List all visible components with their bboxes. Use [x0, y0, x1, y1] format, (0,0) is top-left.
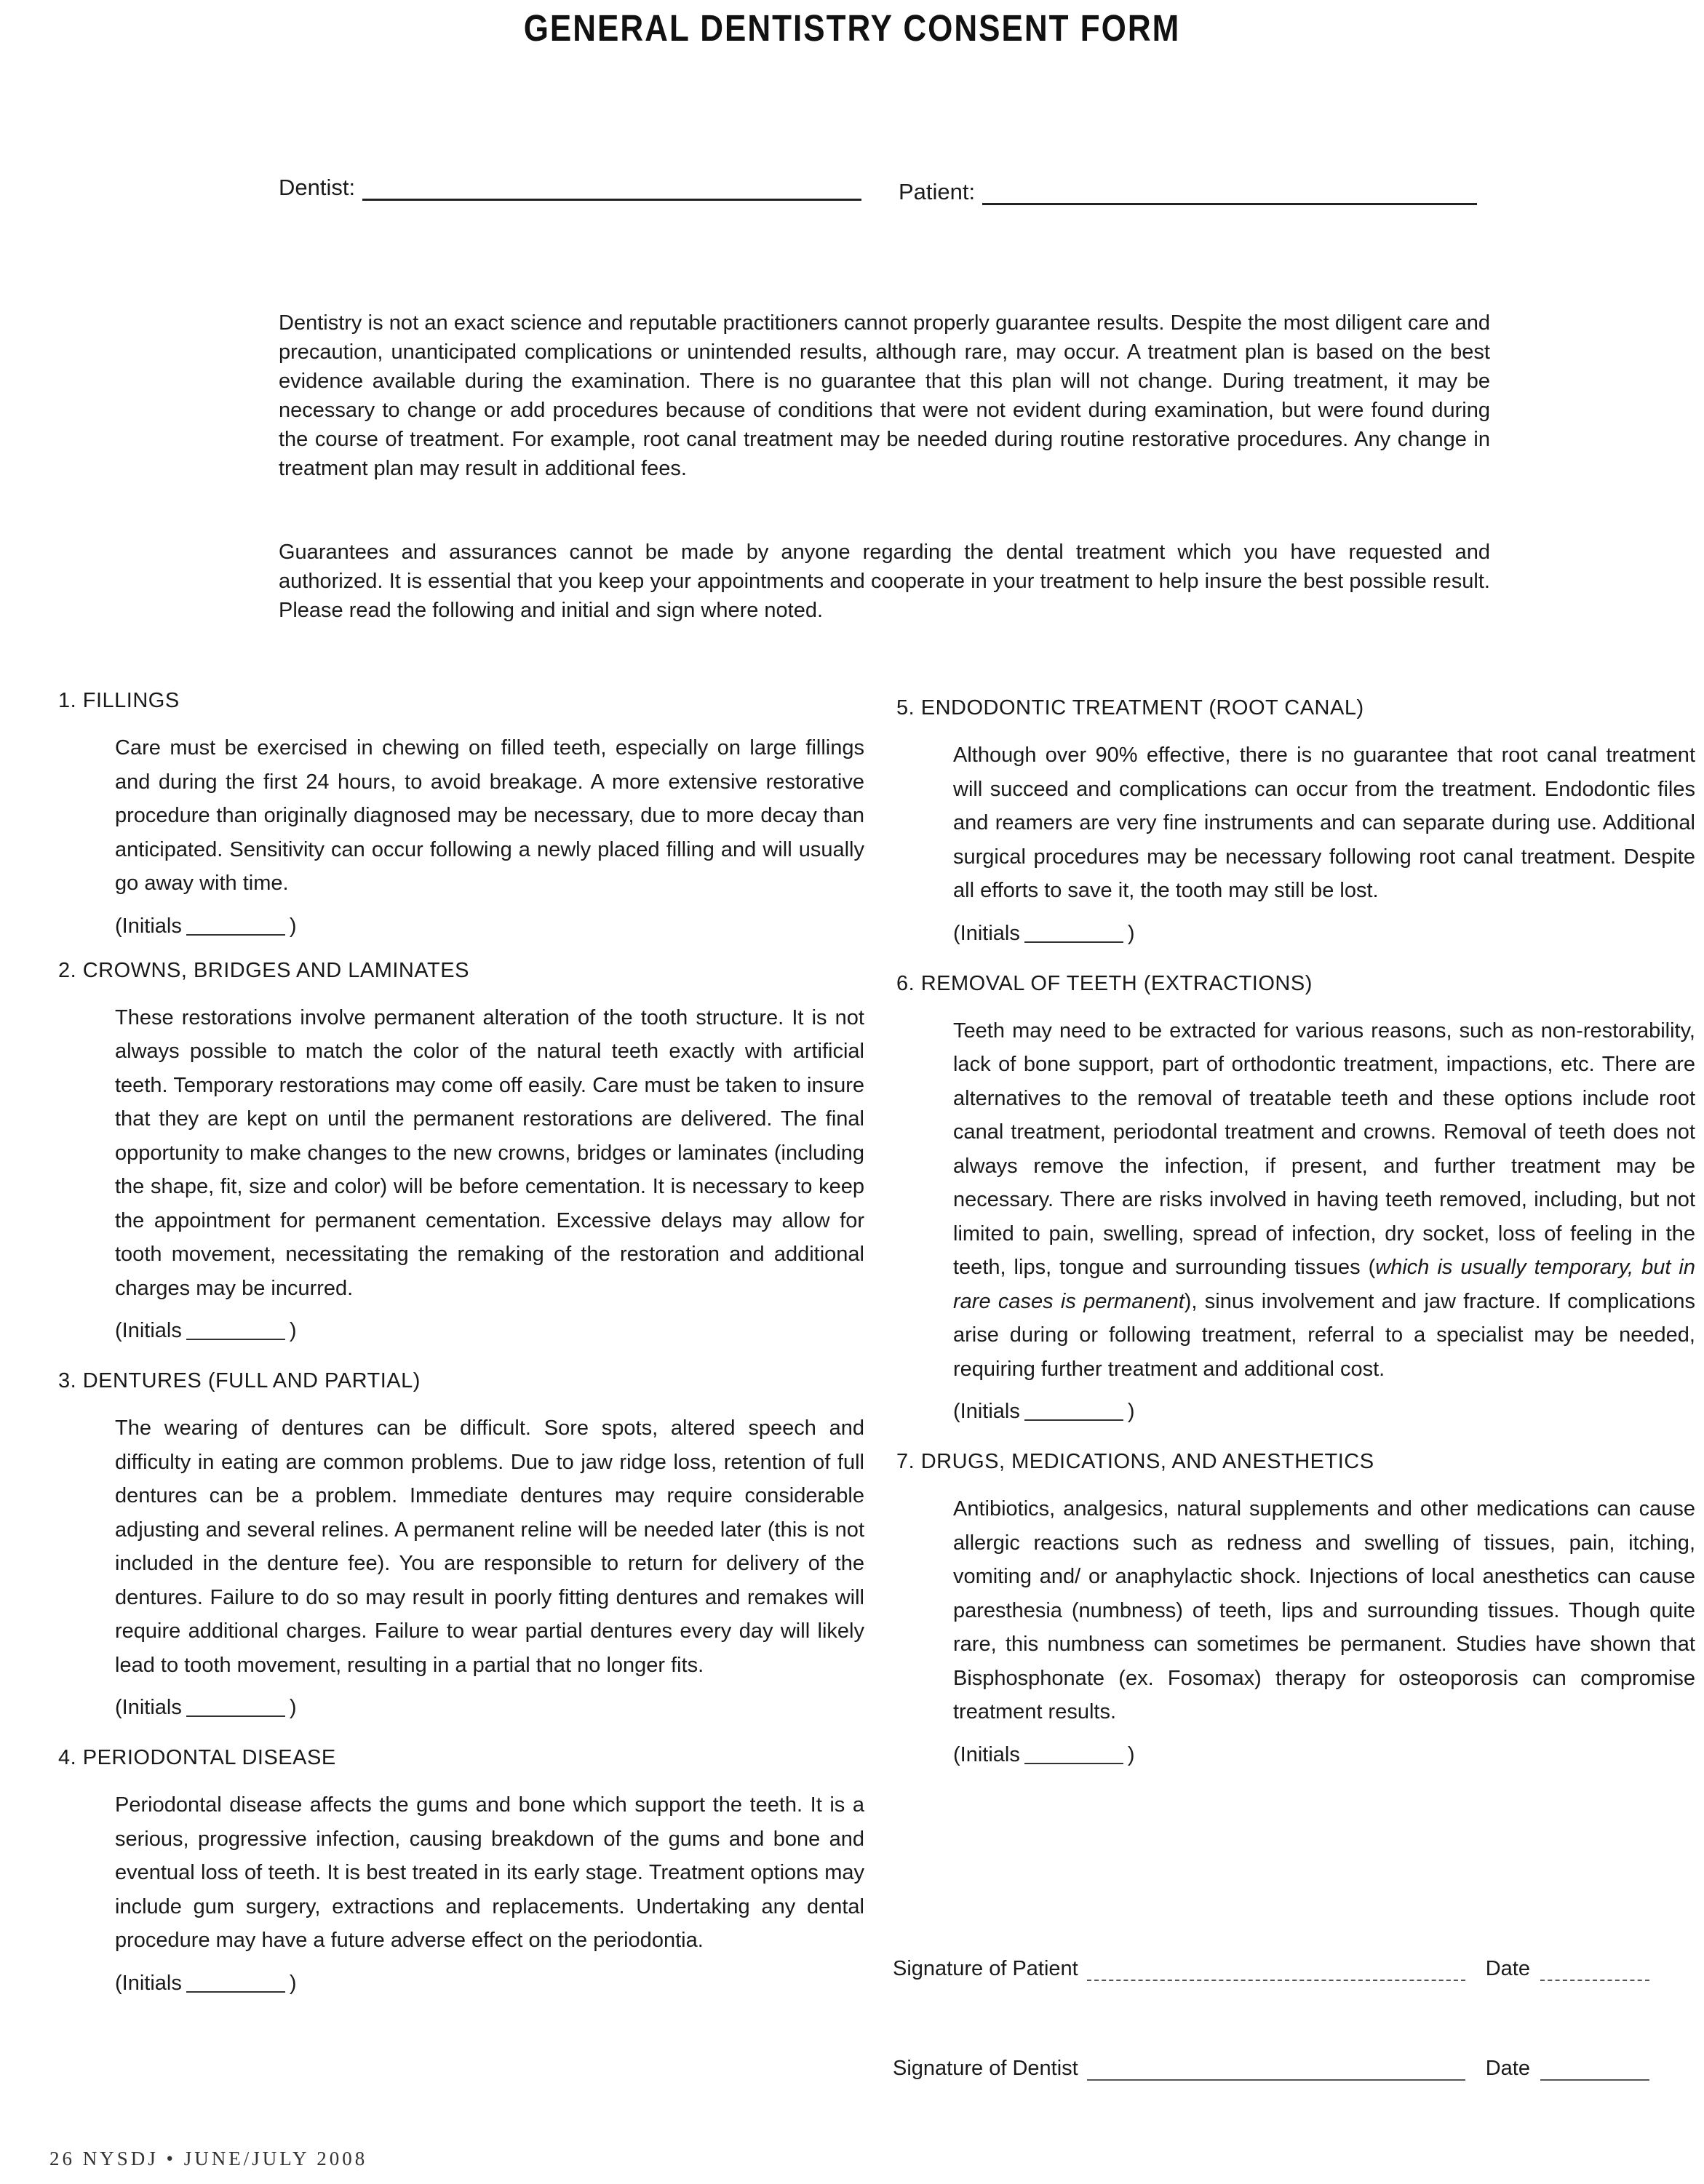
initials-input[interactable] — [1024, 924, 1123, 943]
dentist-signature-row — [893, 2057, 1700, 2081]
dentist-signature-input[interactable] — [1087, 2065, 1465, 2081]
section-drugs-medications-anesthetics — [896, 1448, 1704, 1773]
initials-input[interactable] — [186, 1698, 285, 1717]
initials-field — [115, 1312, 873, 1349]
section-heading: 2. CROWNS, BRIDGES AND LAMINATES — [58, 958, 469, 982]
initials-close: ) — [289, 1319, 297, 1342]
initials-input[interactable] — [186, 1321, 285, 1340]
section-heading: 3. DENTURES (FULL AND PARTIAL) — [58, 1369, 421, 1392]
initials-field — [115, 1965, 873, 2001]
section-heading: 1. FILLINGS — [58, 689, 180, 712]
initials-field — [953, 1393, 1704, 1430]
initials-input[interactable] — [1024, 1745, 1123, 1764]
initials-close: ) — [289, 914, 297, 938]
section-fillings — [58, 688, 873, 957]
initials-input[interactable] — [1024, 1402, 1123, 1421]
initials-label: (Initials — [953, 1742, 1020, 1766]
initials-close: ) — [1127, 1400, 1135, 1423]
dentist-field — [279, 175, 861, 201]
form-title: GENERAL DENTISTRY CONSENT FORM — [523, 8, 1181, 50]
initials-field — [953, 1737, 1704, 1773]
initials-input[interactable] — [186, 917, 285, 936]
dentist-name-input[interactable] — [362, 178, 861, 201]
section-heading: 6. REMOVAL OF TEETH (EXTRACTIONS) — [896, 971, 1313, 995]
section-body: Antibiotics, analgesics, natural supplements and other medications can cause allergic reactions such as redness and swelling of tissues, pain, itching, vomiting and/ or anaphylactic shock. Injections of local anesthetics can cause paresthesia (numbness) of teeth, lips and surrounding tissues. Though quite rare, this numbness can sometimes be permanent. Studies have shown that Bisphosphonate (ex. Fosomax) therapy for osteoporosis can compromise treatment results. — [953, 1497, 1695, 1723]
section-body — [953, 1014, 1695, 1387]
right-column — [896, 695, 1704, 1773]
body-text: ), sinus involvement and jaw fracture. If complications arise during or following treatment, referral to a specialist may be needed, requiring further treatment and additional cost. — [953, 1289, 1695, 1381]
dentist-signature-label: Signature of Dentist — [893, 2057, 1078, 2080]
page-footer: 26 NYSDJ • JUNE/JULY 2008 — [49, 2148, 368, 2169]
section-endodontic-treatment — [896, 695, 1704, 971]
section-body: The wearing of dentures can be difficult. Sore spots, altered speech and difficulty in eating are common problems. Due to jaw ridge loss, retention of full dentures can be a problem. Immediate dentures may require considerable adjusting and several relines. A permanent reline will be needed later (this is not included in the denture fee). You are responsible to return for delivery of the dentures. Failure to do so may result in poorly fitting dentures and remakes will require additional charges. Failure to wear partial dentures every day will likely lead to tooth movement, resulting in a partial that no longer fits. — [115, 1416, 864, 1677]
section-periodontal-disease — [58, 1745, 873, 2001]
party-fields — [279, 175, 1501, 211]
section-heading: 7. DRUGS, MEDICATIONS, AND ANESTHETICS — [896, 1450, 1374, 1473]
left-column — [58, 688, 873, 2001]
initials-close: ) — [1127, 1742, 1135, 1766]
initials-field — [115, 1689, 873, 1726]
intro-paragraph: Guarantees and assurances cannot be made by anyone regarding the dental treatment which you have requested and authorized. It is essential that you keep your appointments and cooperate in your treatment to help insure the best possible result. Please read the following and initial and sign where noted. — [279, 541, 1490, 622]
dentist-label: Dentist: — [279, 175, 356, 200]
initials-label: (Initials — [953, 1400, 1020, 1423]
patient-signature-label: Signature of Patient — [893, 1957, 1078, 1980]
intro-paragraph: Dentistry is not an exact science and reputable practitioners cannot properly guarantee results. Despite the most diligent care and precaution, unanticipated complications or unintended results, although rare, may occur. A treatment plan is based on the best evidence available during the examination. There is no guarantee that this plan will not change. During treatment, it may be necessary to change or add procedures because of conditions that were not evident during examination, but were found during the course of treatment. For example, root canal treatment may be needed during routine restorative procedures. Any change in treatment plan may result in additional fees. — [279, 311, 1490, 480]
date-label: Date — [1485, 2057, 1530, 2080]
section-body: Periodontal disease affects the gums and bone which support the teeth. It is a serious, progressive infection, causing breakdown of the gums and bone and eventual loss of teeth. It is best treated in its early stage. Treatment options may include gum surgery, extractions and replacements. Undertaking any dental procedure may have a future adverse effect on the periodontia. — [115, 1793, 864, 1952]
initials-label: (Initials — [115, 1319, 182, 1342]
section-crowns-bridges-laminates — [58, 957, 873, 1368]
initials-close: ) — [289, 1696, 297, 1719]
initials-field — [953, 915, 1704, 952]
section-body: Care must be exercised in chewing on filled teeth, especially on large fillings and during the first 24 hours, to avoid breakage. A more extensive restorative procedure than originally diagnosed may be necessary, due to more decay than anticipated. Sensitivity can occur following a newly placed filling and will usually go away with time. — [115, 736, 864, 895]
section-body: Although over 90% effective, there is no guarantee that root canal treatment will succeed and complications can occur from the treatment. Endodontic files and reamers are very fine instruments and can separate during use. Additional surgical procedures may be necessary following root canal treatment. Despite all efforts to save it, the tooth may still be lost. — [953, 744, 1695, 902]
initials-label: (Initials — [953, 921, 1020, 945]
patient-field — [899, 179, 1477, 205]
patient-signature-row — [893, 1957, 1700, 1981]
initials-close: ) — [1127, 921, 1135, 945]
section-removal-of-teeth — [896, 971, 1704, 1449]
section-heading: 4. PERIODONTAL DISEASE — [58, 1746, 336, 1769]
section-heading: 5. ENDODONTIC TREATMENT (ROOT CANAL) — [896, 696, 1364, 720]
body-text-italic: which is usually temporary, but in rare cases is permanent — [953, 1256, 1695, 1313]
patient-name-input[interactable] — [982, 183, 1477, 205]
body-text: Teeth may need to be extracted for various reasons, such as non-restorability, lack of bone support, part of orthodontic treatment, impactions, etc. There are alternatives to the removal of treatable teeth and these options include root canal treatment, periodontal treatment and crowns. Removal of teeth does not always remove the infection, if present, and further treatment may be necessary. There are risks involved in having teeth removed, including, but not limited to pain, swelling, spread of infection, dry socket, loss of feeling in the teeth, lips, tongue and surrounding tissues ( — [953, 1019, 1695, 1279]
patient-label: Patient: — [899, 179, 976, 204]
patient-date-input[interactable] — [1540, 1965, 1649, 1981]
initials-input[interactable] — [186, 1974, 285, 1993]
date-label: Date — [1485, 1957, 1530, 1980]
dentist-date-input[interactable] — [1540, 2065, 1649, 2081]
initials-label: (Initials — [115, 1696, 182, 1719]
initials-field — [115, 908, 873, 944]
section-dentures — [58, 1368, 873, 1745]
section-body: These restorations involve permanent alteration of the tooth structure. It is not always possible to match the color of the natural teeth exactly with artificial teeth. Temporary restorations may come off easily. Care must be taken to insure that they are kept on until the permanent restorations are delivered. The final opportunity to make changes to the new crowns, bridges or laminates (including the shape, fit, size and color) will be before cementation. It is necessary to keep the appointment for permanent cementation. Excessive delays may allow for tooth movement, necessitating the remaking of the restoration and additional charges may be incurred. — [115, 1005, 864, 1300]
initials-label: (Initials — [115, 1971, 182, 1995]
initials-label: (Initials — [115, 914, 182, 938]
patient-signature-input[interactable] — [1087, 1965, 1465, 1981]
initials-close: ) — [289, 1971, 297, 1995]
